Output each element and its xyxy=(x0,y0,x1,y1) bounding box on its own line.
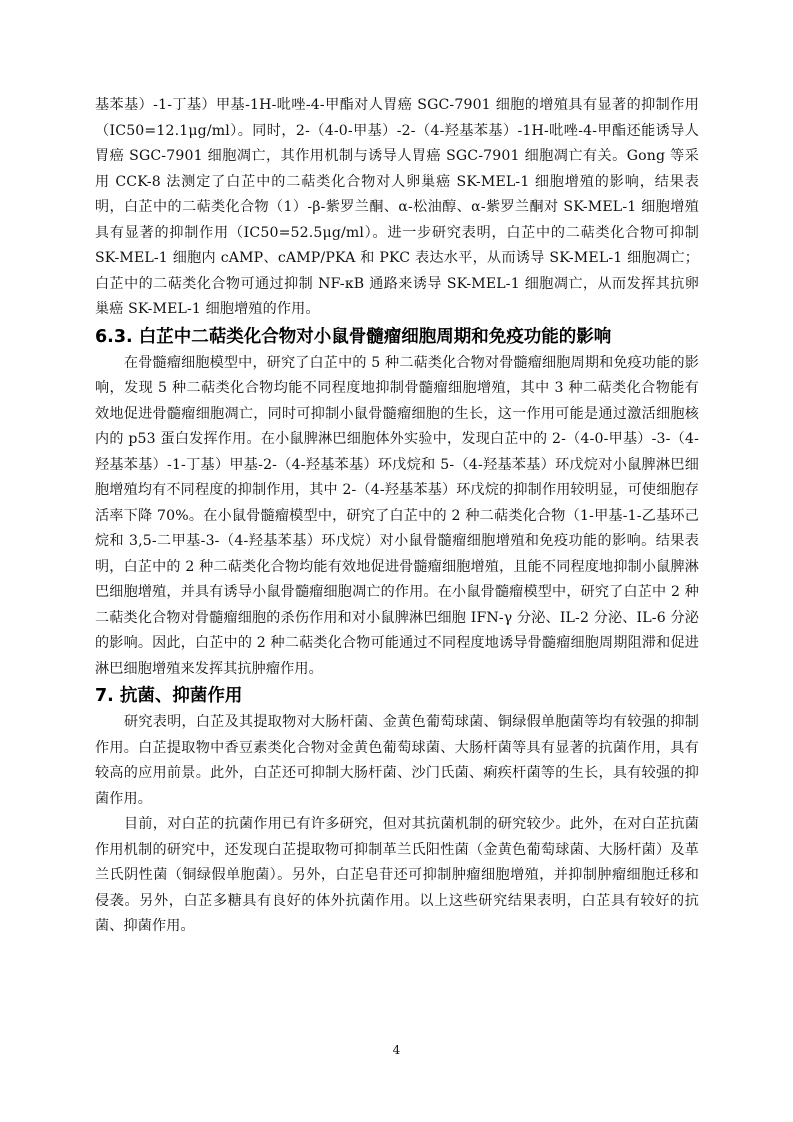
paragraph-myeloma: 在骨髓瘤细胞模型中，研究了白芷中的 5 种二萜类化合物对骨髓瘤细胞周期和免疫功能的影响，发现 5 种二萜类化合物均能不同程度地抑制骨髓瘤细胞增殖，其中 3 种二萜类化合物能有效地促进骨髓瘤细胞凋亡，同时可抑制小鼠骨髓瘤细胞的生长，这一作用可能是通过激活细胞核内的 p53 蛋白发挥作用。在小鼠脾淋巴细胞体外实验中，发现白芷中的 2-（4-0-甲基）-3-（4-羟基苯基）-1-丁基）甲基-2-（4-羟基苯基）环戊烷和 5-（4-羟基苯基）环戊烷对小鼠脾淋巴细胞增殖均有不同程度的抑制作用，其中 2-（4-羟基苯基）环戊烷的抑制作用较明显，可使细胞存活率下降 70%。在小鼠骨髓瘤模型中，研究了白芷中的 2 种二萜类化合物（1-甲基-1-乙基环己烷和 3,5-二甲基-3-（4-羟基苯基）环戊烷）对小鼠骨髓瘤细胞增殖和免疫功能的影响。结果表明，白芷中的 2 种二萜类化合物均能有效地促进骨髓瘤细胞增殖，且能不同程度地抑制小鼠脾淋巴细胞增殖，并具有诱导小鼠骨髓瘤细胞凋亡的作用。在小鼠骨髓瘤模型中，研究了白芷中 2 种二萜类化合物对骨髓瘤细胞的杀伤作用和对小鼠脾淋巴细胞 IFN-γ 分泌、IL-2 分泌、IL-6 分泌的影响。因此，白芷中的 2 种二萜类化合物可能通过不同程度地诱导骨髓瘤细胞周期阻滞和促进淋巴细胞增殖来发挥其抗肿瘤作用。 xyxy=(95,354,699,677)
paragraph-antibacterial-2: 目前，对白芷的抗菌作用已有许多研究，但对其抗菌机制的研究较少。此外，在对白芷抗菌作用机制的研究中，还发现白芷提取物可抑制革兰氏阳性菌（金黄色葡萄球菌、大肠杆菌）及革兰氏阴性菌（铜绿假单胞菌）。另外，白芷皂苷还可抑制肿瘤细胞增殖，并抑制肿瘤细胞迁移和侵袭。另外，白芷多糖具有良好的体外抗菌作用。以上这些研究结果表明，白芷具有较好的抗菌、抑菌作用。 xyxy=(95,816,699,934)
document-body xyxy=(95,93,699,940)
section-heading-6-3: 6.3. 白芷中二萜类化合物对小鼠骨髓瘤细胞周期和免疫功能的影响 xyxy=(95,326,612,347)
page-number: 4 xyxy=(392,1043,401,1057)
section-heading-7: 7. 抗菌、抑菌作用 xyxy=(95,686,243,706)
paragraph-antibacterial-1: 研究表明，白芷及其提取物对大肠杆菌、金黄色葡萄球菌、铜绿假单胞菌等均有较强的抑制作用。白芷提取物中香豆素类化合物对金黄色葡萄球菌、大肠杆菌等具有显著的抗菌作用，具有较高的应用前景。此外，白芷还可抑制大肠杆菌、沙门氏菌、痢疾杆菌等的生长，具有较强的抑菌作用。 xyxy=(95,714,699,807)
paragraph-gastric-ovarian-cancer: 基苯基）-1-丁基）甲基-1H-吡唑-4-甲酯对人胃癌 SGC-7901 细胞的增殖具有显著的抑制作用（IC50=12.1μg/ml）。同时，2-（4-0-甲基）-2-（4-羟基苯基）-1H-吡唑-4-甲酯还能诱导人胃癌 SGC-7901 细胞凋亡，其作用机制与诱导人胃癌 SGC-7901 细胞凋亡有关。Gong 等采用 CCK-8 法测定了白芷中的二萜类化合物对人卵巢癌 SK-MEL-1 细胞增殖的影响，结果表明，白芷中的二萜类化合物（1）-β-紫罗兰酮、α-松油醇、α-紫罗兰酮对 SK-MEL-1 细胞增殖具有显著的抑制作用（IC50=52.5μg/ml）。进一步研究表明，白芷中的二萜类化合物可抑制 SK-MEL-1 细胞内 cAMP、cAMP/PKA 和 PKC 表达水平，从而诱导 SK-MEL-1 细胞凋亡；白芷中的二萜类化合物可通过抑制 NF-κB 通路来诱导 SK-MEL-1 细胞凋亡，从而发挥其抗卵巢癌 SK-MEL-1 细胞增殖的作用。 xyxy=(95,97,699,317)
